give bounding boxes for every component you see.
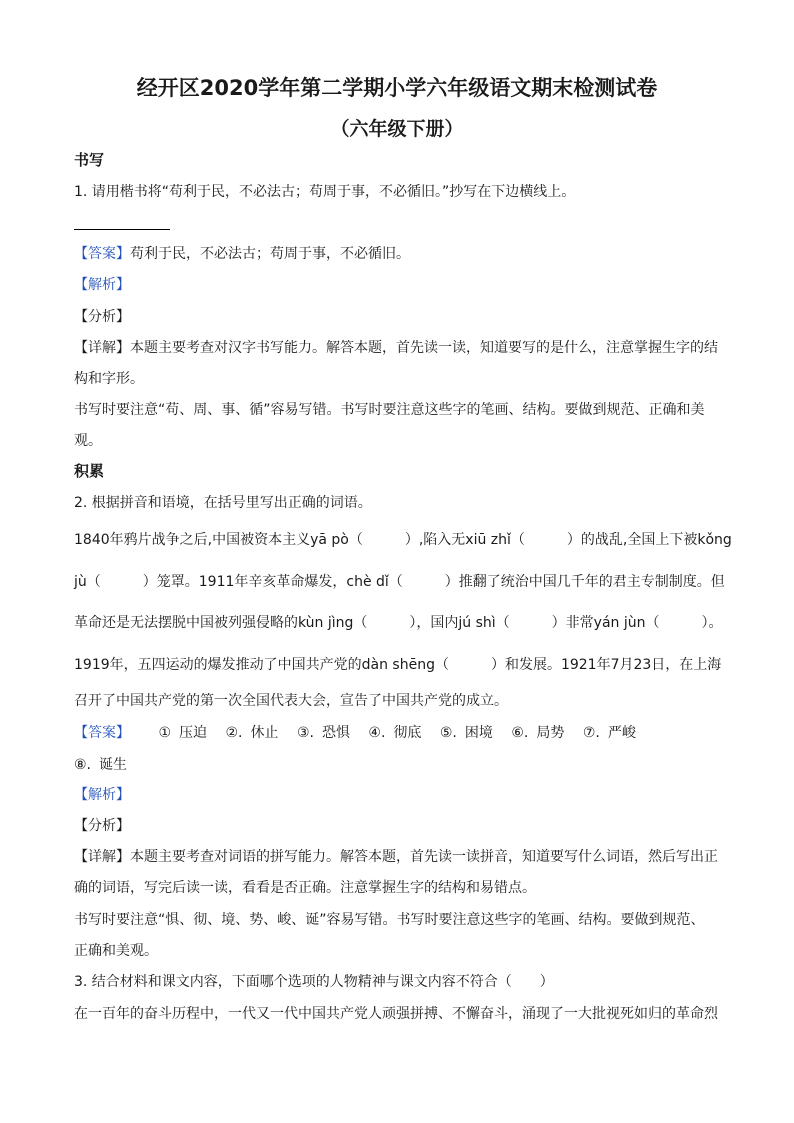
- detail-text: 本题主要考查对词语的拼写能力。解答本题，首先读一读拼音，知道要写什么词语，然后写出正: [130, 849, 718, 865]
- q2-detail: [74, 848, 718, 866]
- answer-item: ⑤. 困境: [439, 725, 493, 741]
- q1-detail-2: 构和字形。: [74, 371, 144, 387]
- q2-passage-5: 召开了中国共产党的第一次全国代表大会，宣告了中国共产党的成立。: [74, 693, 508, 709]
- answer-item: ⑦. 严峻: [582, 725, 636, 741]
- question-3: 3. 结合材料和课文内容，下面哪个选项的人物精神与课文内容不符合（ ）: [74, 974, 554, 990]
- answer-item: ④. 彻底: [368, 725, 422, 741]
- q2-detail-4: 正确和美观。: [74, 943, 158, 959]
- question-1: 1. 请用楷书将“苟利于民，不必法古；苟周于事，不必循旧。”抄写在下边横线上。: [74, 184, 576, 200]
- section-heading-writing: 书写: [74, 151, 105, 169]
- q1-jiexi-tag: 【解析】: [74, 277, 130, 293]
- question-2: 2. 根据拼音和语境，在括号里写出正确的词语。: [74, 495, 372, 511]
- page-subtitle: （六年级下册）: [330, 118, 464, 140]
- q1-detail: [74, 339, 718, 357]
- answer-text: 苟利于民，不必法古；苟周于事，不必循旧。: [130, 246, 410, 262]
- q2-passage-3: 革命还是无法摆脱中国被列强侵略的kùn jìng（ ），国内jú shì（ ）非常yán jùn（ ）。: [74, 615, 723, 631]
- answer-item: ②. 休止: [225, 725, 279, 741]
- section-heading-accumulation: 积累: [74, 462, 105, 480]
- detail-text: 本题主要考查对汉字书写能力。解答本题，首先读一读，知道要写的是什么，注意掌握生字的结: [130, 340, 718, 356]
- answer-item: ① 压迫: [158, 725, 208, 741]
- q2-answer-cont: [74, 756, 141, 774]
- answer-item: ③. 恐惧: [296, 725, 350, 741]
- q2-fenxi-tag: 【分析】: [74, 818, 130, 834]
- q2-passage-2: jù（ ）笼罩。1911年辛亥革命爆发，chè dǐ（ ）推翻了统治中国几千年的君主专制制度。但: [74, 574, 725, 590]
- page-title: 经开区2020学年第二学期小学六年级语文期末检测试卷: [136, 76, 658, 100]
- q2-detail-3: 书写时要注意“惧、彻、境、势、峻、诞”容易写错。书写时要注意这些字的笔画、结构。要做到规范、: [74, 912, 705, 928]
- q2-jiexi-tag: 【解析】: [74, 787, 130, 803]
- q1-answer: [74, 245, 410, 263]
- answer-line: [74, 229, 170, 230]
- detail-tag: 【详解】: [74, 849, 130, 865]
- q3-passage-1: 在一百年的奋斗历程中，一代又一代中国共产党人顽强拼搏、不懈奋斗，涌现了一大批视死如归的革命烈: [74, 1006, 718, 1022]
- q2-passage-4: 1919年，五四运动的爆发推动了中国共产党的dàn shēng（ ）和发展。1921年7月23日，在上海: [74, 657, 722, 673]
- answer-tag: 【答案】: [74, 725, 130, 741]
- q1-detail-4: 观。: [74, 433, 102, 449]
- answer-item: ⑥. 局势: [511, 725, 565, 741]
- q2-detail-2: 确的词语，写完后读一读，看看是否正确。注意掌握生字的结构和易错点。: [74, 880, 536, 896]
- q2-passage-1: 1840年鸦片战争之后,中国被资本主义yā pò（ ）,陷入无xiū zhǐ（ ）的战乱,全国上下被kǒng: [74, 532, 732, 548]
- answer-tag: 【答案】: [74, 246, 130, 262]
- q1-fenxi-tag: 【分析】: [74, 309, 130, 325]
- detail-tag: 【详解】: [74, 340, 130, 356]
- q2-answer: [74, 724, 650, 742]
- q1-detail-3: 书写时要注意“苟、周、事、循”容易写错。书写时要注意这些字的笔画、结构。要做到规范、正确和美: [74, 402, 705, 418]
- answer-item: ⑧. 诞生: [74, 757, 128, 773]
